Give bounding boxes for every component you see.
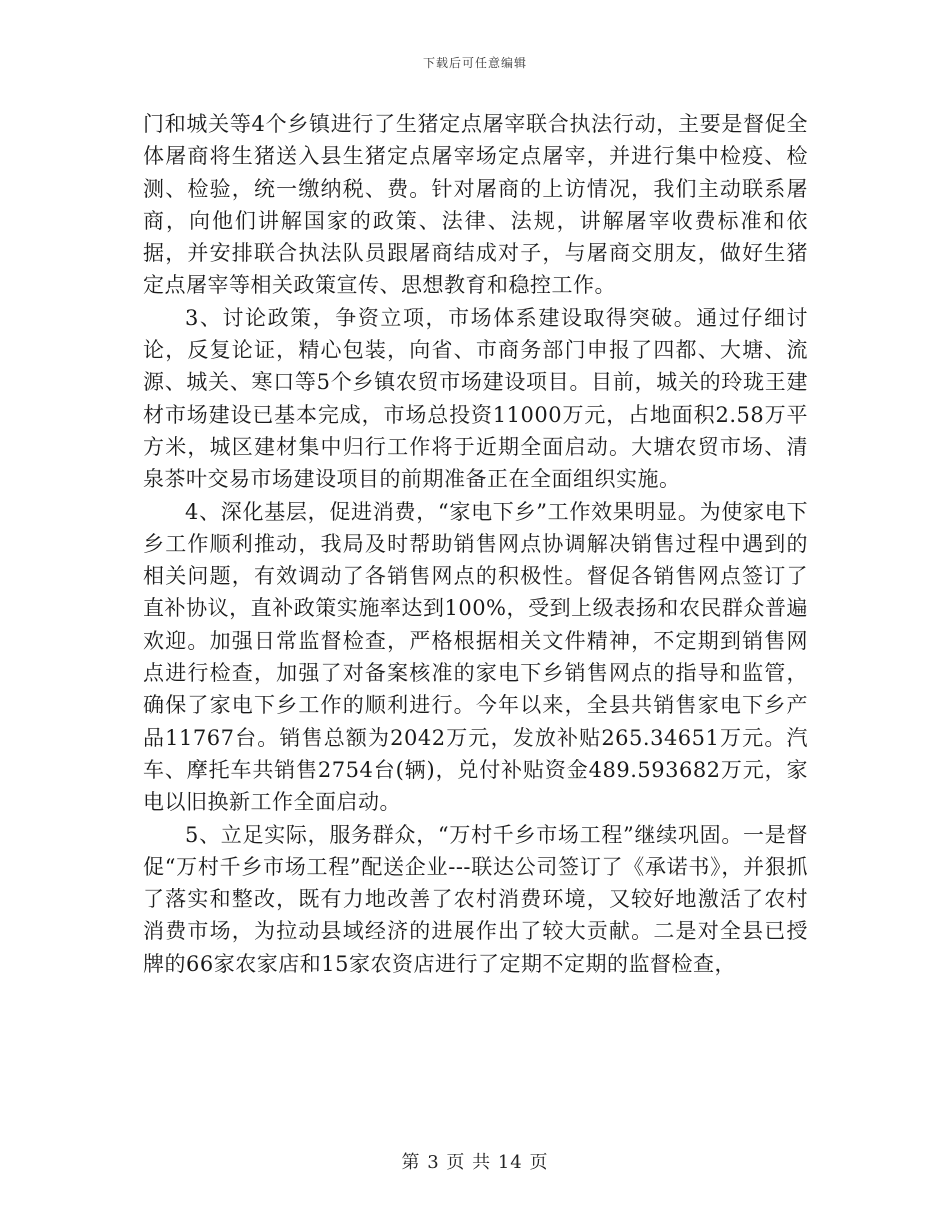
document-body xyxy=(143,108,808,980)
page-header-note: 下载后可任意编辑 xyxy=(422,56,527,70)
paragraph-item-3: 3、讨论政策，争资立项，市场体系建设取得突破。通过仔细讨论，反复论证，精心包装，向省、市商务部门申报了四都、大塘、流源、城关、寒口等5个乡镇农贸市场建设项目。目前，城关的玲珑王建材市场建设已基本完成，市场总投资11000万元，占地面积2.58万平方米，城区建材集中归行工作将于近期全面启动。大塘农贸市场、清泉茶叶交易市场建设项目的前期准备正在全面组织实施。 xyxy=(143,305,808,492)
page-number: 第 3 页 共 14 页 xyxy=(401,1152,549,1173)
paragraph-continued: 门和城关等4个乡镇进行了生猪定点屠宰联合执法行动，主要是督促全体屠商将生猪送入县生猪定点屠宰场定点屠宰，并进行集中检疫、检测、检验，统一缴纳税、费。针对屠商的上访情况，我们主动联系屠商，向他们讲解国家的政策、法律、法规，讲解屠宰收费标准和依据，并安排联合执法队员跟屠商结成对子，与屠商交朋友，做好生猪定点屠宰等相关政策宣传、思想教育和稳控工作。 xyxy=(143,112,808,298)
paragraph-item-5: 5、立足实际，服务群众，“万村千乡市场工程”继续巩固。一是督促“万村千乡市场工程”配送企业---联达公司签订了《承诺书》，并狠抓了落实和整改，既有力地改善了农村消费环境，又较好地激活了农村消费市场，为拉动县域经济的进展作出了较大贡献。二是对全县已授牌的66家农家店和15家农资店进行了定期不定期的监督检查， xyxy=(143,822,808,976)
paragraph-item-4: 4、深化基层，促进消费，“家电下乡”工作效果明显。为使家电下乡工作顺利推动，我局及时帮助销售网点协调解决销售过程中遇到的相关问题，有效调动了各销售网点的积极性。督促各销售网点签订了直补协议，直补政策实施率达到100%，受到上级表扬和农民群众普遍欢迎。加强日常监督检查，严格根据相关文件精神，不定期到销售网点进行检查，加强了对备案核准的家电下乡销售网点的指导和监管，确保了家电下乡工作的顺利进行。今年以来，全县共销售家电下乡产品11767台。销售总额为2042万元，发放补贴265.34651万元。汽车、摩托车共销售2754台(辆)，兑付补贴资金489.593682万元，家电以旧换新工作全面启动。 xyxy=(143,499,809,815)
